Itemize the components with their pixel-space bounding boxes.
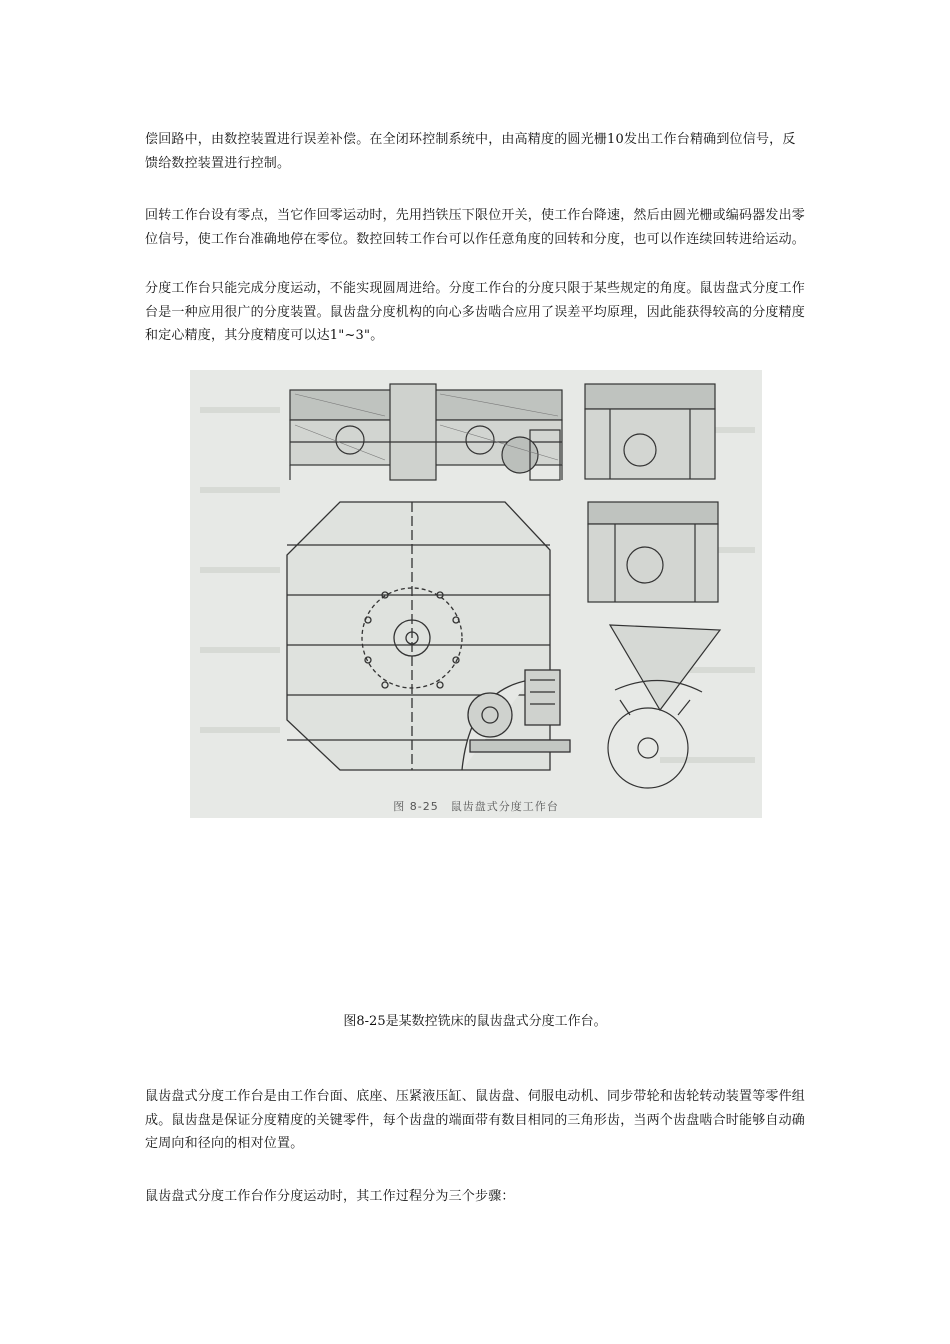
paragraph-1: 偿回路中，由数控装置进行误差补偿。在全闭环控制系统中，由高精度的圆光栅10发出工作台精确到位信号，反馈给数控装置进行控制。 xyxy=(145,132,796,171)
figure-caption: 图8-25是某数控铣床的鼠齿盘式分度工作台。 xyxy=(343,1014,607,1029)
gear-transmission-view xyxy=(608,625,720,788)
technical-drawing xyxy=(190,370,762,818)
figure-label: 图 8-25 鼠齿盘式分度工作台 xyxy=(393,800,559,813)
side-section-view-2 xyxy=(588,502,718,602)
paragraph-5: 鼠齿盘式分度工作台作分度运动时，其工作过程分为三个步骤： xyxy=(145,1189,515,1204)
top-section-view xyxy=(290,384,562,480)
paragraph-3: 分度工作台只能完成分度运动，不能实现圆周进给。分度工作台的分度只限于某些规定的角度。鼠齿盘式分度工作台是一种应用很广的分度装置。鼠齿盘分度机构的向心多齿啮合应用了误差平均原理，因此能获得较高的分度精度和定心精度，其分度精度可以达1"~3"。 xyxy=(145,281,806,343)
plan-view-table xyxy=(287,502,570,770)
figure-mouse-tooth-indexing-table xyxy=(190,370,762,818)
side-section-view-1 xyxy=(585,384,715,479)
paragraph-2: 回转工作台设有零点，当它作回零运动时，先用挡铁压下限位开关，使工作台降速，然后由圆光栅或编码器发出零位信号，使工作台准确地停在零位。数控回转工作台可以作任意角度的回转和分度，也可以作连续回转进给运动。 xyxy=(145,208,806,247)
paragraph-4: 鼠齿盘式分度工作台是由工作台面、底座、压紧液压缸、鼠齿盘、伺服电动机、同步带轮和齿轮转动装置等零件组成。鼠齿盘是保证分度精度的关键零件，每个齿盘的端面带有数目相同的三角形齿，当两个齿盘啮合时能够自动确定周向和径向的相对位置。 xyxy=(145,1089,806,1151)
